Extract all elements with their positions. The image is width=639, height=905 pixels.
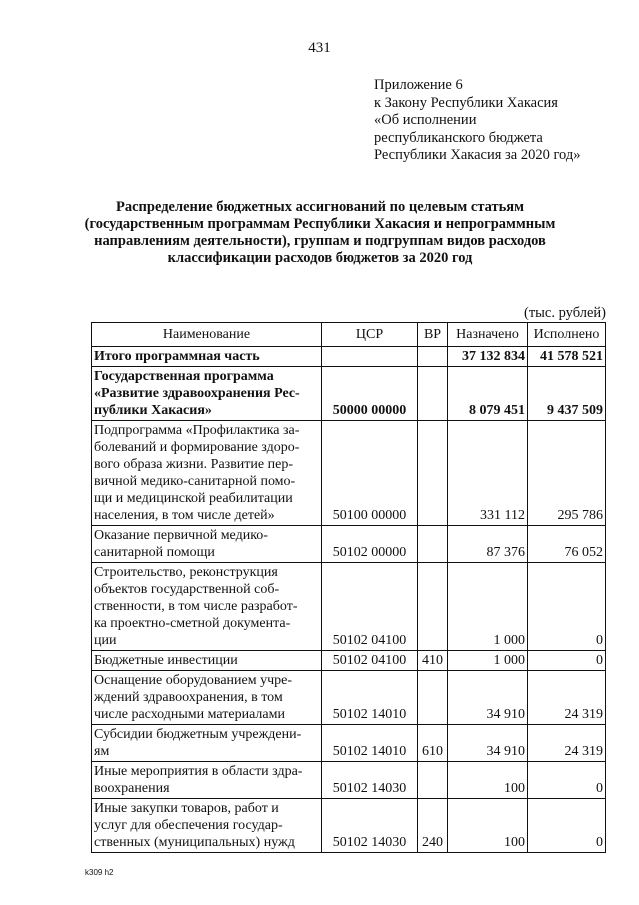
cell-planned: 34 910 bbox=[448, 725, 528, 762]
cell-name-line: Иные закупки товаров, работ и bbox=[94, 801, 279, 816]
cell-executed: 76 052 bbox=[528, 526, 606, 563]
cell-name-line: санитарной помощи bbox=[94, 545, 215, 560]
cell-vr: 410 bbox=[418, 651, 448, 671]
cell-planned: 100 bbox=[448, 762, 528, 799]
cell-vr: 610 bbox=[418, 725, 448, 762]
cell-csr: 50102 14010 bbox=[322, 725, 418, 762]
table-header-row bbox=[92, 323, 606, 347]
cell-planned: 1 000 bbox=[448, 563, 528, 651]
appendix-line: республиканского бюджета bbox=[374, 129, 543, 146]
cell-vr: 240 bbox=[418, 799, 448, 853]
header-planned: Назначено bbox=[448, 323, 528, 347]
cell-csr: 50102 04100 bbox=[322, 563, 418, 651]
table-row bbox=[92, 367, 606, 421]
header-name: Наименование bbox=[92, 323, 322, 347]
cell-name-line: ка проектно-сметной документа- bbox=[94, 616, 291, 631]
title-line: направлениям деятельности), группам и подгруппам видов расходов bbox=[94, 233, 546, 249]
appendix-line: к Закону Республики Хакасия bbox=[374, 94, 558, 111]
cell-name-line: Оказание первичной медико- bbox=[94, 528, 268, 543]
cell-name bbox=[92, 526, 322, 563]
cell-vr bbox=[418, 421, 448, 526]
cell-planned: 1 000 bbox=[448, 651, 528, 671]
cell-name-line: ственности, в том числе разработ- bbox=[94, 599, 298, 614]
cell-planned: 34 910 bbox=[448, 671, 528, 725]
cell-vr bbox=[418, 563, 448, 651]
title-line: Распределение бюджетных ассигнований по целевым статьям bbox=[115, 199, 525, 215]
cell-executed: 0 bbox=[528, 651, 606, 671]
footer-code: k309 h2 bbox=[85, 868, 114, 877]
cell-csr: 50102 00000 bbox=[322, 526, 418, 563]
cell-name-line: Субсидии бюджетным учреждени- bbox=[94, 727, 302, 742]
document-title bbox=[80, 199, 560, 267]
header-csr: ЦСР bbox=[322, 323, 418, 347]
cell-name-line: ям bbox=[94, 744, 110, 759]
cell-name bbox=[92, 347, 322, 367]
table-row bbox=[92, 563, 606, 651]
cell-vr bbox=[418, 367, 448, 421]
table-row bbox=[92, 347, 606, 367]
cell-name-line: населения, в том числе детей» bbox=[94, 508, 275, 523]
cell-vr bbox=[418, 671, 448, 725]
cell-name-line: болеваний и формирование здоро- bbox=[94, 440, 300, 455]
cell-name-line: Иные мероприятия в области здра- bbox=[94, 764, 303, 779]
cell-vr bbox=[418, 347, 448, 367]
cell-executed: 24 319 bbox=[528, 725, 606, 762]
cell-name bbox=[92, 651, 322, 671]
cell-name bbox=[92, 799, 322, 853]
header-vr: ВР bbox=[418, 323, 448, 347]
cell-name-line: услуг для обеспечения государ- bbox=[94, 818, 283, 833]
budget-table bbox=[91, 322, 606, 853]
cell-name-line: Строительство, реконструкция bbox=[94, 565, 278, 580]
appendix-line: «Об исполнении bbox=[374, 112, 477, 128]
cell-name-line: Оснащение оборудованием учре- bbox=[94, 673, 293, 688]
cell-executed: 0 bbox=[528, 799, 606, 853]
title-line: (государственным программам Республики Хакасия и непрограммным bbox=[84, 216, 556, 232]
cell-name-line: ции bbox=[94, 633, 117, 648]
cell-name bbox=[92, 421, 322, 526]
cell-planned: 37 132 834 bbox=[448, 347, 528, 367]
cell-name-line: ственных (муниципальных) нужд bbox=[94, 835, 295, 850]
table-row bbox=[92, 526, 606, 563]
cell-name bbox=[92, 671, 322, 725]
table-row bbox=[92, 725, 606, 762]
cell-vr bbox=[418, 526, 448, 563]
table-row bbox=[92, 421, 606, 526]
cell-planned: 100 bbox=[448, 799, 528, 853]
cell-csr bbox=[322, 347, 418, 367]
table-row bbox=[92, 762, 606, 799]
cell-executed: 295 786 bbox=[528, 421, 606, 526]
cell-executed: 41 578 521 bbox=[528, 347, 606, 367]
cell-csr: 50102 14030 bbox=[322, 799, 418, 853]
cell-csr: 50102 04100 bbox=[322, 651, 418, 671]
cell-csr: 50102 14030 bbox=[322, 762, 418, 799]
cell-planned: 331 112 bbox=[448, 421, 528, 526]
cell-executed: 24 319 bbox=[528, 671, 606, 725]
cell-name bbox=[92, 762, 322, 799]
cell-name-line: щи и медицинской реабилитации bbox=[94, 491, 293, 506]
appendix-note bbox=[374, 77, 580, 165]
cell-name-line: числе расходными материалами bbox=[94, 707, 285, 722]
header-executed: Исполнено bbox=[528, 323, 606, 347]
cell-executed: 0 bbox=[528, 563, 606, 651]
cell-name-line: вого образа жизни. Развитие пер- bbox=[94, 457, 293, 472]
cell-name-line: «Развитие здравоохранения Рес- bbox=[94, 386, 300, 401]
page-number: 431 bbox=[308, 40, 331, 56]
cell-planned: 8 079 451 bbox=[448, 367, 528, 421]
cell-executed: 0 bbox=[528, 762, 606, 799]
table-row bbox=[92, 799, 606, 853]
cell-name-line: воохранения bbox=[94, 781, 170, 796]
cell-csr: 50102 14010 bbox=[322, 671, 418, 725]
table-row bbox=[92, 671, 606, 725]
cell-name-line: ждений здравоохранения, в том bbox=[94, 690, 283, 705]
title-line: классификации расходов бюджетов за 2020 год bbox=[167, 250, 473, 266]
appendix-line: Республики Хакасия за 2020 год» bbox=[374, 147, 581, 163]
cell-name-line: Государственная программа bbox=[94, 369, 274, 384]
cell-name-line: объектов государственной соб- bbox=[94, 582, 280, 597]
cell-name-line: публики Хакасия» bbox=[94, 403, 212, 418]
cell-name-line: вичной медико-санитарной помо- bbox=[94, 474, 296, 489]
cell-csr: 50100 00000 bbox=[322, 421, 418, 526]
cell-name bbox=[92, 563, 322, 651]
cell-name bbox=[92, 725, 322, 762]
cell-vr bbox=[418, 762, 448, 799]
cell-name-line: Итого программная часть bbox=[94, 349, 260, 364]
appendix-line: Приложение 6 bbox=[374, 77, 463, 93]
cell-planned: 87 376 bbox=[448, 526, 528, 563]
cell-executed: 9 437 509 bbox=[528, 367, 606, 421]
cell-name bbox=[92, 367, 322, 421]
cell-csr: 50000 00000 bbox=[322, 367, 418, 421]
table-row bbox=[92, 651, 606, 671]
cell-name-line: Бюджетные инвестиции bbox=[94, 653, 238, 668]
cell-name-line: Подпрограмма «Профилактика за- bbox=[94, 423, 300, 438]
units-label: (тыс. рублей) bbox=[524, 305, 606, 321]
